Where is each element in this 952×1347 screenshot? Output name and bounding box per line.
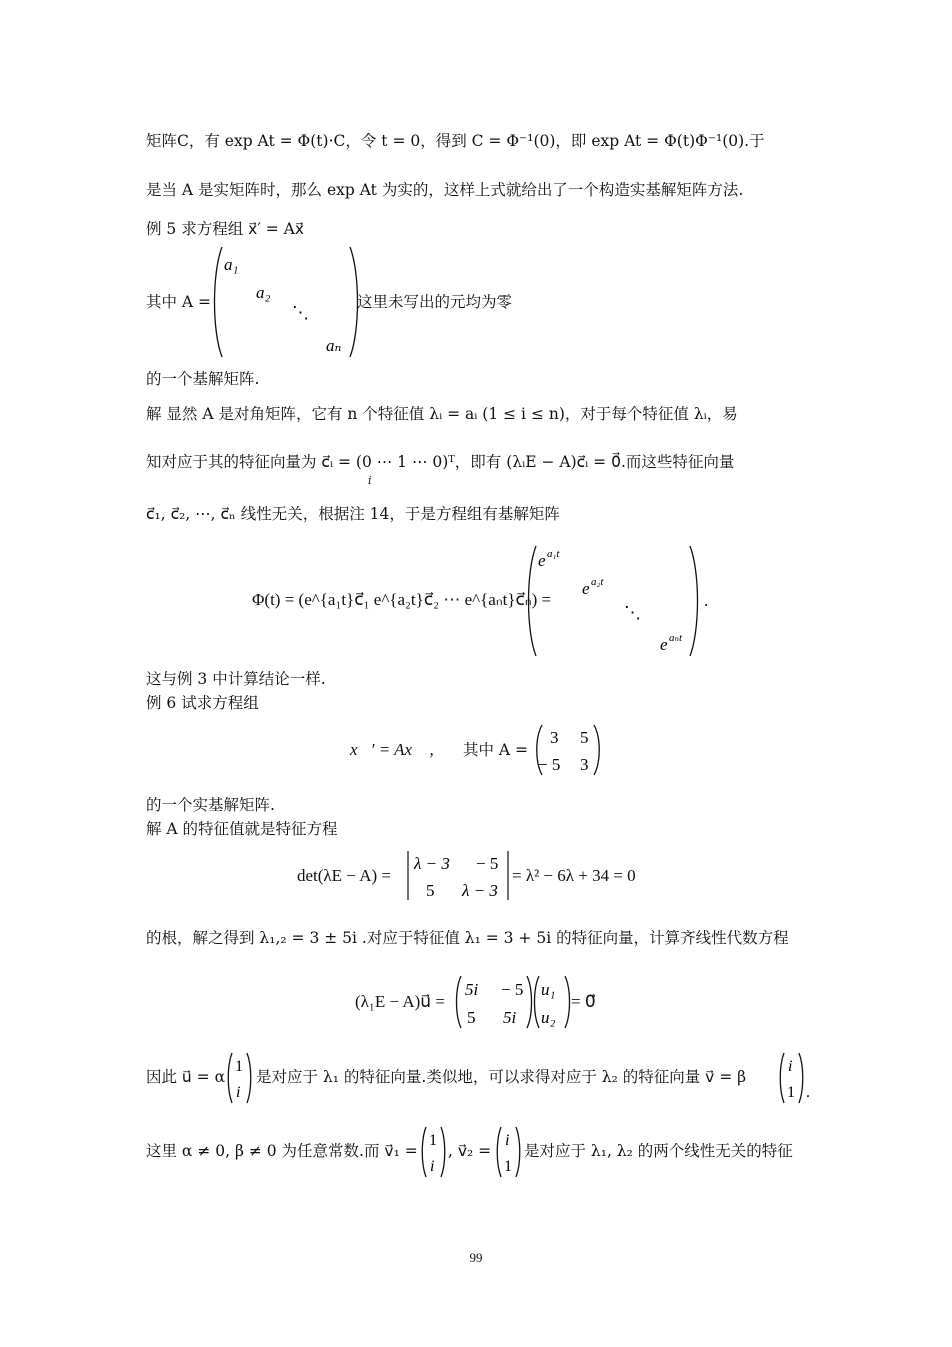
example-5-heading: 例 5 求方程组 x⃗′ = Ax⃗	[146, 220, 305, 238]
lin-lhs: (λ₁E − A)u⃗ =	[355, 992, 445, 1011]
ex6-matrix	[532, 722, 622, 778]
phi-equation-lhs: Φ(t) = (e^{a₁t}c⃗₁ e^{a₂t}c⃗₂ ⋯ e^{aₙt}c⃗ₙ) =	[252, 590, 552, 609]
text-line-1: 矩阵C，有 exp At = Φ(t)·C，令 t = 0，得到 C = Φ⁻¹(0)，即 exp At = Φ(t)Φ⁻¹(0).于	[146, 132, 765, 150]
svg-text:5: 5	[426, 881, 435, 900]
svg-text:⋱: ⋱	[624, 603, 641, 622]
svg-text:aₙt: aₙt	[669, 632, 683, 644]
matrix-a-entry-3: ⋱	[292, 303, 309, 322]
det-rhs: = λ² − 6λ + 34 = 0	[512, 866, 636, 885]
svg-text:e: e	[582, 579, 590, 598]
solution-line-2: 知对应于其的特征向量为 c⃗ᵢ = (0 ⋯ 1 ⋯ 0)ᵀ，即有 (λᵢE − A)c⃗ᵢ = 0⃗.而这些特征向量	[146, 453, 735, 471]
matrix-a-label: 其中 A =	[146, 293, 212, 311]
svg-text:1: 1	[504, 1158, 512, 1175]
ex6-equation: x⃗′ = Ax⃗ ,	[350, 740, 434, 759]
det-lhs: det(λE − A) =	[297, 866, 391, 885]
svg-text:1: 1	[787, 1084, 795, 1101]
svg-text:i: i	[505, 1132, 510, 1149]
matrix-a-diagonal	[208, 243, 368, 363]
vector-v2	[494, 1124, 524, 1180]
svg-text:5i: 5i	[503, 1008, 517, 1027]
ex6-where: 其中 A =	[463, 741, 529, 759]
matrix-a-note: 这里未写出的元均为零	[357, 293, 513, 311]
text-line-5: 的一个基解矩阵.	[146, 370, 260, 388]
text-line-15-mid: , v⃗₂ =	[448, 1142, 492, 1160]
text-line-14-pre: 因此 u⃗ = α	[146, 1068, 226, 1086]
svg-text:i: i	[788, 1058, 793, 1075]
text-line-2: 是当 A 是实矩阵时，那么 exp At 为实的，这样上式就给出了一个构造实基解矩阵方法.	[146, 181, 744, 199]
svg-text:− 5: − 5	[476, 854, 499, 873]
svg-text:5i: 5i	[465, 980, 479, 999]
text-line-13: 的根，解之得到 λ₁,₂ = 3 ± 5i .对应于特征值 λ₁ = 3 + 5i 的特征向量，计算齐线性代数方程	[146, 929, 789, 947]
vector-u	[225, 1050, 255, 1106]
svg-text:.: .	[806, 1084, 810, 1101]
svg-text:λ − 3: λ − 3	[414, 854, 450, 873]
subscript-i: i	[368, 474, 372, 487]
svg-text:− 5: − 5	[501, 980, 524, 999]
svg-text:1: 1	[235, 1058, 243, 1075]
svg-text:− 5: − 5	[538, 755, 561, 774]
svg-text:a₂t: a₂t	[591, 576, 604, 588]
vector-v	[777, 1050, 817, 1106]
vector-v1	[419, 1124, 449, 1180]
text-line-15-pre: 这里 α ≠ 0, β ≠ 0 为任意常数.而 v⃗₁ =	[146, 1142, 418, 1160]
solution-line-1: 解 显然 A 是对角矩阵，它有 n 个特征值 λᵢ = aᵢ (1 ≤ i ≤ n)，对于每个特征值 λᵢ，易	[146, 405, 738, 423]
page-number: 99	[469, 1250, 483, 1265]
svg-text:1: 1	[429, 1132, 437, 1149]
text-line-14-mid: 是对应于 λ₁ 的特征向量.类似地，可以求得对应于 λ₂ 的特征向量 v⃗ = β	[256, 1068, 747, 1086]
matrix-a-entry-4: aₙ	[326, 336, 342, 355]
svg-text:λ − 3: λ − 3	[462, 881, 498, 900]
text-line-12: 解 A 的特征值就是特征方程	[146, 820, 338, 838]
solution-line-3: c⃗₁, c⃗₂, ⋯, c⃗ₙ 线性无关，根据注 14，于是方程组有基解矩阵	[146, 505, 560, 523]
phi-diagonal-matrix	[524, 542, 714, 662]
svg-text:3: 3	[550, 728, 559, 747]
svg-text:u₂: u₂	[541, 1008, 556, 1027]
example-6-heading: 例 6 试求方程组	[146, 694, 259, 712]
matrix-a-entry-2: a₂	[256, 283, 271, 302]
svg-text:i: i	[236, 1084, 241, 1101]
svg-text:e: e	[538, 551, 546, 570]
svg-text:5: 5	[580, 728, 589, 747]
svg-text:a₁t: a₁t	[547, 548, 560, 560]
matrix-a-entry-1: a₁	[224, 255, 239, 274]
svg-text:u₁: u₁	[541, 980, 556, 999]
text-line-15-post: 是对应于 λ₁, λ₂ 的两个线性无关的特征	[524, 1142, 793, 1160]
text-line-11: 的一个实基解矩阵.	[146, 796, 275, 814]
svg-text:e: e	[660, 635, 668, 654]
det-matrix	[404, 848, 524, 904]
svg-text:3: 3	[580, 755, 589, 774]
lin-rhs: = 0⃗	[571, 992, 596, 1011]
svg-text:.: .	[704, 591, 709, 610]
svg-text:i: i	[430, 1158, 435, 1175]
text-line-9: 这与例 3 中计算结论一样.	[146, 670, 326, 688]
svg-text:5: 5	[467, 1008, 476, 1027]
